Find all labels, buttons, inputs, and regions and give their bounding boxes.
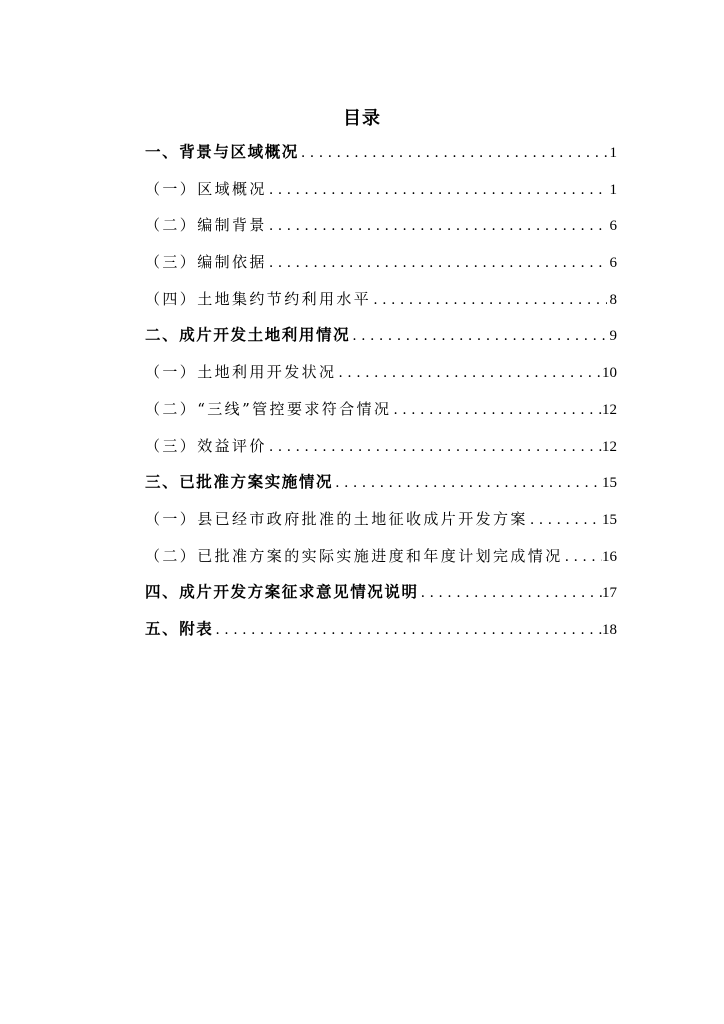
toc-dot-leader xyxy=(391,392,602,429)
toc-section-entry[interactable] xyxy=(145,428,617,465)
toc-entry-label: 一、背景与区域概况 xyxy=(145,143,299,161)
toc-chapter-entry[interactable] xyxy=(145,611,617,648)
toc-entry-label: 二、成片开发土地利用情况 xyxy=(145,326,351,345)
toc-page-number: 15 xyxy=(602,511,617,528)
toc-page-number: 12 xyxy=(602,438,617,455)
toc-section-entry[interactable] xyxy=(145,501,617,538)
toc-list xyxy=(145,134,617,648)
toc-page-number: 1 xyxy=(609,181,617,198)
toc-page-number: 17 xyxy=(602,585,617,602)
toc-chapter-entry[interactable] xyxy=(145,134,617,171)
toc-dot-leader xyxy=(371,282,607,319)
toc-entry-label: 三、已批准方案实施情况 xyxy=(145,473,334,492)
toc-page-number: 6 xyxy=(609,218,617,235)
toc-section-entry[interactable] xyxy=(145,391,617,428)
toc-dot-leader xyxy=(267,245,607,282)
toc-chapter-entry[interactable] xyxy=(145,574,617,611)
toc-dot-leader xyxy=(267,172,607,209)
toc-entry-label: （三）效益评价 xyxy=(145,436,267,455)
toc-title: 目录 xyxy=(343,108,381,129)
toc-page-number: 10 xyxy=(602,365,617,382)
toc-entry-label: （四）土地集约节约利用水平 xyxy=(145,289,372,308)
toc-entry-label: 五、附表 xyxy=(145,619,214,638)
toc-page-number: 8 xyxy=(609,291,617,308)
toc-entry-label: （二）编制背景 xyxy=(145,216,267,235)
toc-page-number: 1 xyxy=(609,145,617,161)
toc-dot-leader xyxy=(419,575,602,612)
toc-dot-leader xyxy=(213,612,602,649)
toc-page-number: 18 xyxy=(602,621,617,638)
toc-dot-leader xyxy=(267,429,602,466)
toc-entry-label: （一）区域概况 xyxy=(145,179,267,198)
toc-dot-leader xyxy=(299,135,607,172)
toc-page-number: 12 xyxy=(602,401,617,418)
toc-page-number: 16 xyxy=(602,548,617,565)
toc-chapter-entry[interactable] xyxy=(145,317,617,354)
toc-entry-label: 四、成片开发方案征求意见情况说明 xyxy=(145,583,419,602)
toc-dot-leader xyxy=(528,502,602,539)
toc-entry-label: （二）已批准方案的实际实施进度和年度计划完成情况 xyxy=(145,546,563,565)
toc-page-number: 15 xyxy=(602,475,617,492)
toc-section-entry[interactable] xyxy=(145,538,617,575)
toc-section-entry[interactable] xyxy=(145,281,617,318)
toc-chapter-entry[interactable] xyxy=(145,464,617,501)
toc-dot-leader xyxy=(267,208,607,245)
toc-dot-leader xyxy=(350,318,607,355)
toc-section-entry[interactable] xyxy=(145,244,617,281)
toc-section-entry[interactable] xyxy=(145,354,617,391)
toc-section-entry[interactable] xyxy=(145,207,617,244)
toc-section-entry[interactable] xyxy=(145,171,617,208)
toc-dot-leader xyxy=(563,539,602,576)
toc-dot-leader xyxy=(336,355,602,392)
toc-entry-label: （二）“三线”管控要求符合情况 xyxy=(145,399,392,418)
toc-page-number: 9 xyxy=(609,328,617,345)
toc-entry-label: （三）编制依据 xyxy=(145,253,267,272)
toc-entry-label: （一）土地利用开发状况 xyxy=(145,363,337,382)
toc-page-number: 6 xyxy=(609,255,617,272)
toc-dot-leader xyxy=(333,465,602,502)
toc-entry-label: （一）县已经市政府批准的土地征收成片开发方案 xyxy=(145,509,528,528)
